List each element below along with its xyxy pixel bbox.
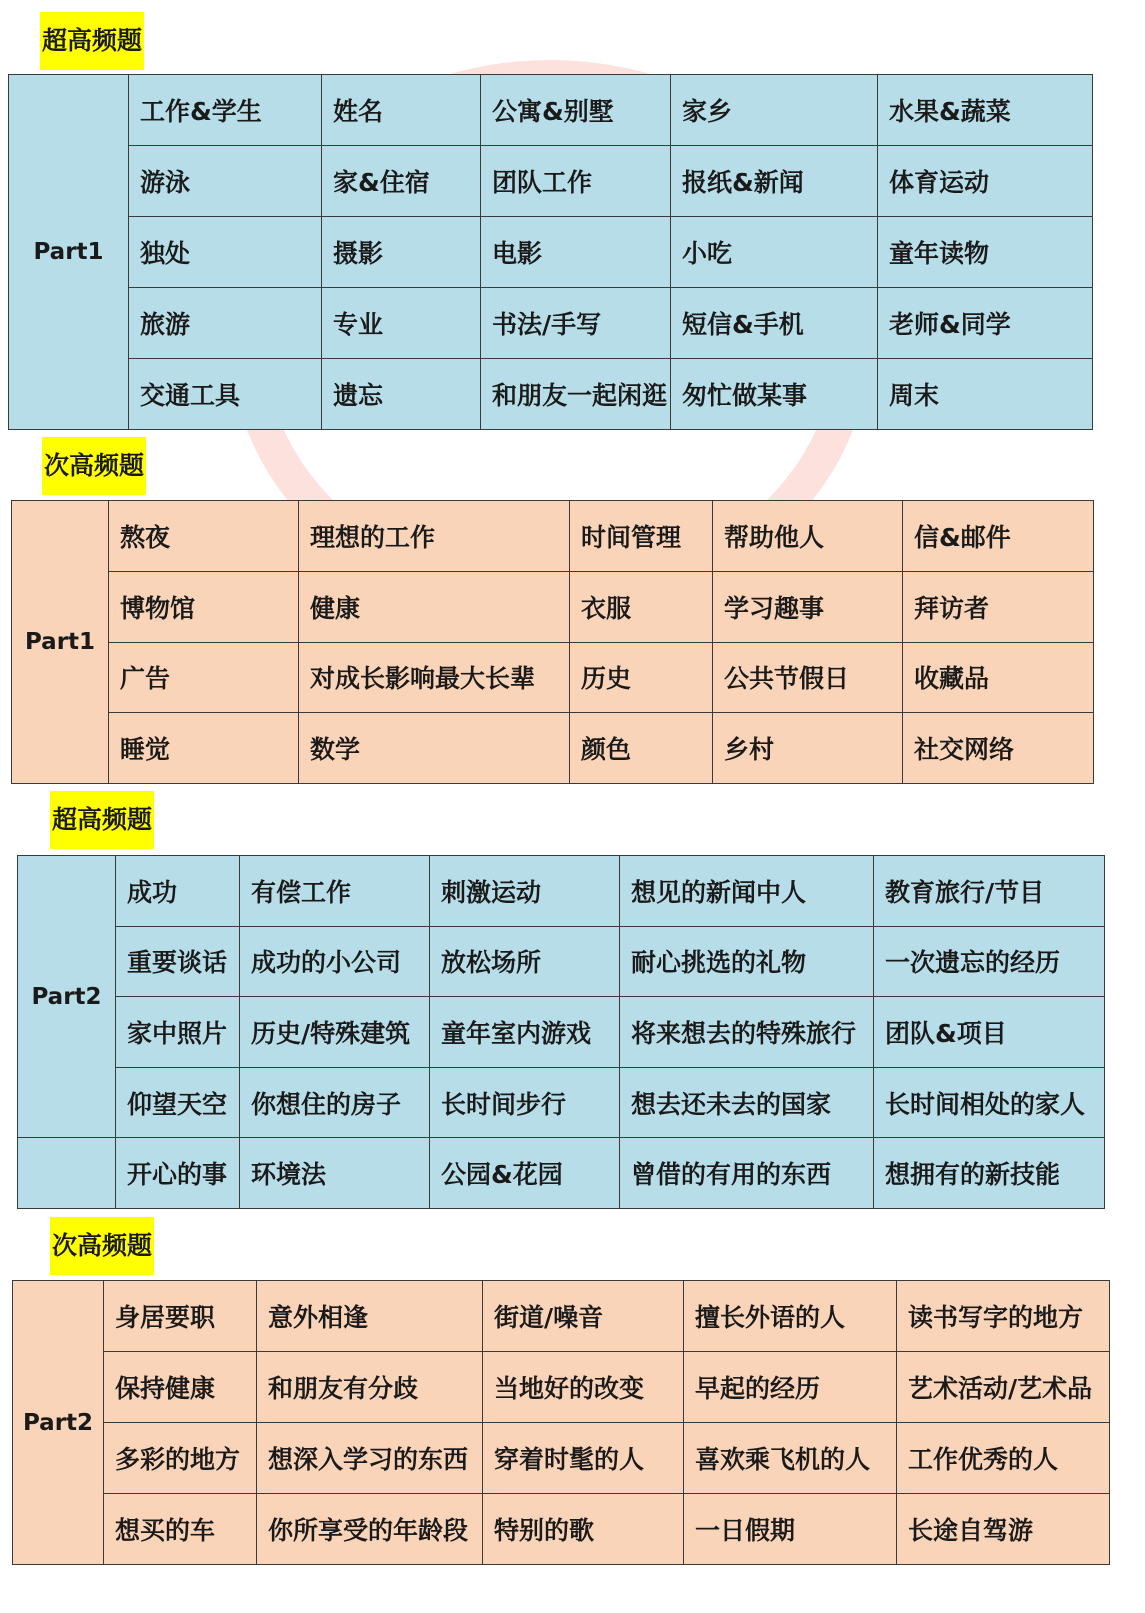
topic-cell: 周末 xyxy=(878,359,1093,430)
table-row xyxy=(12,642,1094,713)
topic-cell: 报纸&新闻 xyxy=(671,146,878,217)
topic-cell: 特别的歌 xyxy=(483,1494,684,1565)
topic-cell: 放松场所 xyxy=(430,926,620,997)
topic-cell: 摄影 xyxy=(322,217,481,288)
topic-cell: 家中照片 xyxy=(116,997,240,1068)
topic-cell: 收藏品 xyxy=(903,642,1094,713)
topic-cell: 衣服 xyxy=(570,571,713,642)
topic-table-part2-top xyxy=(17,855,1105,1209)
topic-cell: 公共节假日 xyxy=(713,642,903,713)
part-label: Part2 xyxy=(18,856,116,1138)
topic-cell: 社交网络 xyxy=(903,713,1094,784)
table-row xyxy=(18,856,1105,927)
topic-cell: 乡村 xyxy=(713,713,903,784)
topic-cell: 和朋友有分歧 xyxy=(257,1352,483,1423)
table-row xyxy=(9,146,1093,217)
table-row xyxy=(18,926,1105,997)
topic-cell: 数学 xyxy=(299,713,570,784)
topic-cell: 老师&同学 xyxy=(878,288,1093,359)
topic-cell: 长时间步行 xyxy=(430,1067,620,1138)
topic-cell: 熬夜 xyxy=(109,501,299,572)
section-heading: 超高频题 xyxy=(50,791,154,849)
table-row xyxy=(9,217,1093,288)
topic-cell: 拜访者 xyxy=(903,571,1094,642)
topic-cell: 教育旅行/节目 xyxy=(874,856,1105,927)
topic-cell: 广告 xyxy=(109,642,299,713)
topic-cell: 艺术活动/艺术品 xyxy=(897,1352,1110,1423)
topic-cell: 街道/噪音 xyxy=(483,1281,684,1352)
topic-cell: 刺激运动 xyxy=(430,856,620,927)
table-row xyxy=(12,571,1094,642)
topic-cell: 遗忘 xyxy=(322,359,481,430)
topic-cell: 团队工作 xyxy=(481,146,671,217)
topic-cell: 专业 xyxy=(322,288,481,359)
topic-cell: 想见的新闻中人 xyxy=(620,856,874,927)
topic-cell: 书法/手写 xyxy=(481,288,671,359)
topic-cell: 想深入学习的东西 xyxy=(257,1423,483,1494)
topic-cell: 电影 xyxy=(481,217,671,288)
topic-cell: 独处 xyxy=(129,217,322,288)
topic-cell: 短信&手机 xyxy=(671,288,878,359)
table-row xyxy=(13,1494,1110,1565)
table-row xyxy=(13,1281,1110,1352)
topic-cell: 历史/特殊建筑 xyxy=(240,997,430,1068)
topic-cell: 帮助他人 xyxy=(713,501,903,572)
topic-cell: 早起的经历 xyxy=(684,1352,897,1423)
part-label-empty xyxy=(18,1138,116,1209)
topic-cell: 你所享受的年龄段 xyxy=(257,1494,483,1565)
topic-cell: 一日假期 xyxy=(684,1494,897,1565)
table-row xyxy=(18,1138,1105,1209)
topic-cell: 工作&学生 xyxy=(129,75,322,146)
topic-cell: 想买的车 xyxy=(104,1494,257,1565)
topic-cell: 想拥有的新技能 xyxy=(874,1138,1105,1209)
topic-cell: 健康 xyxy=(299,571,570,642)
topic-cell: 身居要职 xyxy=(104,1281,257,1352)
topic-cell: 和朋友一起闲逛 xyxy=(481,359,671,430)
topic-cell: 读书写字的地方 xyxy=(897,1281,1110,1352)
topic-cell: 仰望天空 xyxy=(116,1067,240,1138)
topic-cell: 信&邮件 xyxy=(903,501,1094,572)
topic-cell: 游泳 xyxy=(129,146,322,217)
section-heading: 超高频题 xyxy=(40,12,144,70)
topic-cell: 交通工具 xyxy=(129,359,322,430)
table-row xyxy=(13,1352,1110,1423)
table-row xyxy=(9,359,1093,430)
topic-cell: 家乡 xyxy=(671,75,878,146)
topic-cell: 当地好的改变 xyxy=(483,1352,684,1423)
topic-cell: 水果&蔬菜 xyxy=(878,75,1093,146)
topic-cell: 姓名 xyxy=(322,75,481,146)
topic-cell: 小吃 xyxy=(671,217,878,288)
topic-cell: 喜欢乘飞机的人 xyxy=(684,1423,897,1494)
topic-cell: 曾借的有用的东西 xyxy=(620,1138,874,1209)
topic-cell: 长时间相处的家人 xyxy=(874,1067,1105,1138)
topic-cell: 将来想去的特殊旅行 xyxy=(620,997,874,1068)
topic-cell: 理想的工作 xyxy=(299,501,570,572)
part-label: Part2 xyxy=(13,1281,104,1565)
part-label: Part1 xyxy=(12,501,109,784)
table-row xyxy=(13,1423,1110,1494)
topic-cell: 公园&花园 xyxy=(430,1138,620,1209)
topic-cell: 意外相逢 xyxy=(257,1281,483,1352)
topic-cell: 博物馆 xyxy=(109,571,299,642)
topic-cell: 工作优秀的人 xyxy=(897,1423,1110,1494)
table-row xyxy=(18,1067,1105,1138)
topic-cell: 学习趣事 xyxy=(713,571,903,642)
topic-cell: 保持健康 xyxy=(104,1352,257,1423)
topic-cell: 长途自驾游 xyxy=(897,1494,1110,1565)
table-row xyxy=(12,713,1094,784)
topic-cell: 体育运动 xyxy=(878,146,1093,217)
topic-cell: 颜色 xyxy=(570,713,713,784)
table-row xyxy=(12,501,1094,572)
topic-cell: 穿着时髦的人 xyxy=(483,1423,684,1494)
topic-cell: 童年读物 xyxy=(878,217,1093,288)
section-heading: 次高频题 xyxy=(42,437,146,495)
topic-cell: 擅长外语的人 xyxy=(684,1281,897,1352)
topic-cell: 成功的小公司 xyxy=(240,926,430,997)
topic-cell: 环境法 xyxy=(240,1138,430,1209)
topic-cell: 睡觉 xyxy=(109,713,299,784)
topic-cell: 对成长影响最大长辈 xyxy=(299,642,570,713)
topic-cell: 有偿工作 xyxy=(240,856,430,927)
topic-cell: 匆忙做某事 xyxy=(671,359,878,430)
topic-cell: 想去还未去的国家 xyxy=(620,1067,874,1138)
part-label: Part1 xyxy=(9,75,129,430)
topic-cell: 时间管理 xyxy=(570,501,713,572)
topic-cell: 耐心挑选的礼物 xyxy=(620,926,874,997)
topic-cell: 童年室内游戏 xyxy=(430,997,620,1068)
topic-cell: 成功 xyxy=(116,856,240,927)
table-row xyxy=(9,75,1093,146)
topic-cell: 重要谈话 xyxy=(116,926,240,997)
topic-cell: 一次遗忘的经历 xyxy=(874,926,1105,997)
topic-cell: 旅游 xyxy=(129,288,322,359)
topic-table-part2-second xyxy=(12,1280,1110,1565)
table-row xyxy=(18,997,1105,1068)
section-heading: 次高频题 xyxy=(50,1217,154,1275)
topic-table-part1-top xyxy=(8,74,1093,430)
topic-cell: 开心的事 xyxy=(116,1138,240,1209)
topic-cell: 团队&项目 xyxy=(874,997,1105,1068)
table-row xyxy=(9,288,1093,359)
topic-cell: 家&住宿 xyxy=(322,146,481,217)
topic-cell: 历史 xyxy=(570,642,713,713)
topic-cell: 你想住的房子 xyxy=(240,1067,430,1138)
topic-cell: 公寓&别墅 xyxy=(481,75,671,146)
topic-cell: 多彩的地方 xyxy=(104,1423,257,1494)
topic-table-part1-second xyxy=(11,500,1094,784)
